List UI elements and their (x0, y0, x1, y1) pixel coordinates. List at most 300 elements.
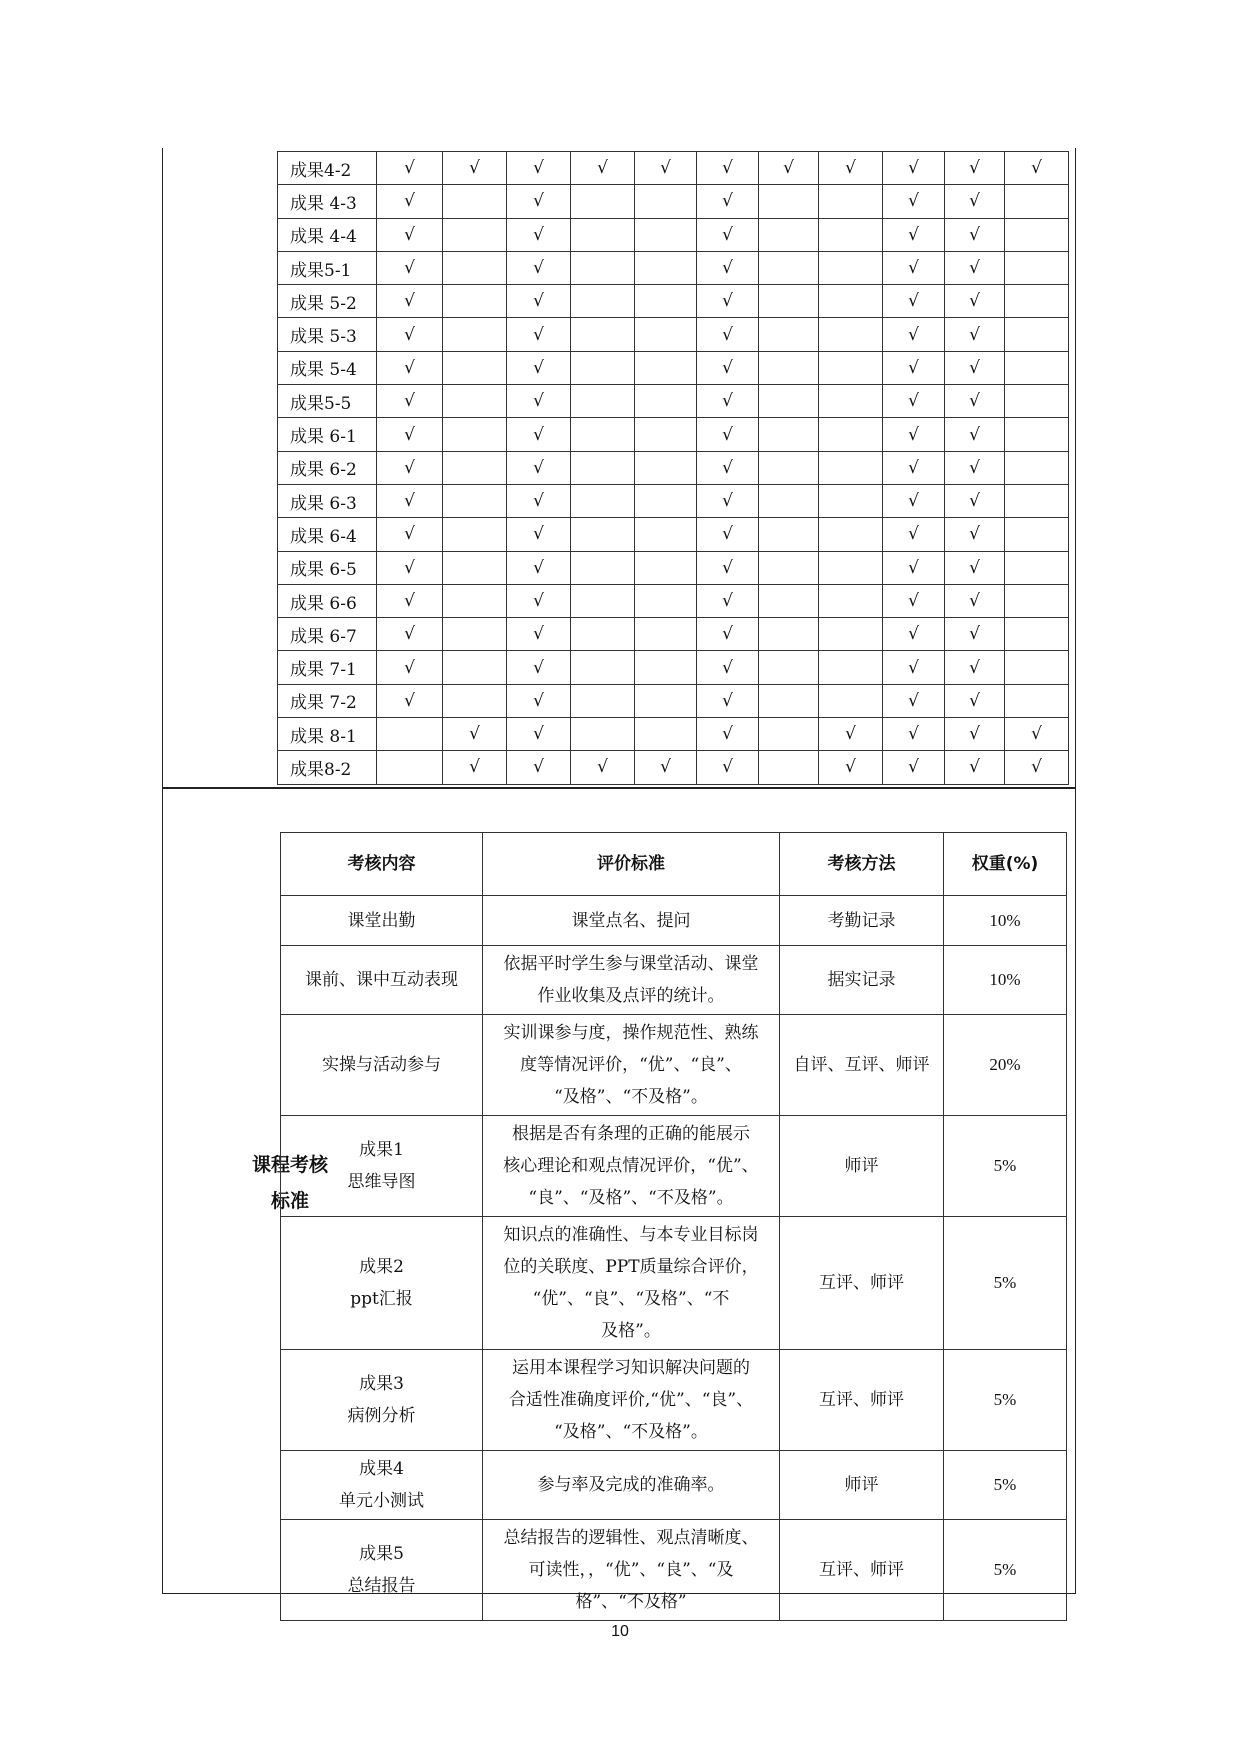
matrix-cell (1005, 584, 1069, 617)
assessment-row (281, 1350, 1067, 1451)
assessment-criteria-line: 格”、“不及格” (575, 1592, 687, 1612)
matrix-cell: √ (883, 618, 945, 651)
assessment-criteria-line: 及格”。 (601, 1321, 661, 1341)
matrix-cell: √ (945, 185, 1005, 218)
header-criteria: 评价标准 (483, 833, 780, 896)
matrix-cell: √ (697, 484, 759, 517)
matrix-cell: √ (377, 418, 443, 451)
matrix-cell (819, 651, 883, 684)
assessment-content-line: 实操与活动参与 (322, 1055, 441, 1075)
assessment-content (281, 1217, 483, 1350)
matrix-cell: √ (377, 551, 443, 584)
matrix-cell: √ (819, 751, 883, 784)
matrix-cell (443, 418, 507, 451)
matrix-cell: √ (443, 152, 507, 185)
matrix-cell: √ (945, 618, 1005, 651)
matrix-cell (571, 518, 635, 551)
matrix-cell: √ (443, 751, 507, 784)
outcome-name: 成果 6-6 (278, 584, 377, 617)
matrix-cell (759, 251, 819, 284)
matrix-cell (1005, 651, 1069, 684)
matrix-cell: √ (377, 484, 443, 517)
assessment-criteria (483, 1015, 780, 1116)
matrix-cell (819, 218, 883, 251)
matrix-cell: √ (697, 251, 759, 284)
matrix-cell (819, 451, 883, 484)
assessment-row (281, 896, 1067, 946)
matrix-cell (759, 185, 819, 218)
matrix-cell (571, 185, 635, 218)
matrix-cell: √ (697, 684, 759, 717)
matrix-cell: √ (377, 385, 443, 418)
matrix-cell (571, 651, 635, 684)
matrix-cell (1005, 618, 1069, 651)
matrix-cell (759, 418, 819, 451)
matrix-cell (443, 251, 507, 284)
matrix-cell (635, 584, 697, 617)
matrix-cell (759, 451, 819, 484)
matrix-row (278, 451, 1069, 484)
matrix-cell (759, 218, 819, 251)
outcome-matrix-table (277, 151, 1069, 785)
matrix-cell (759, 684, 819, 717)
matrix-cell (759, 618, 819, 651)
assessment-row (281, 946, 1067, 1015)
matrix-cell (571, 551, 635, 584)
assessment-method: 考勤记录 (780, 896, 944, 946)
matrix-cell (1005, 351, 1069, 384)
assessment-criteria-line: 核心理论和观点情况评价，“优”、 (503, 1156, 759, 1176)
assessment-criteria-line: 知识点的准确性、与本专业目标岗 (503, 1225, 759, 1245)
matrix-row (278, 418, 1069, 451)
assessment-method: 互评、师评 (780, 1350, 944, 1451)
assessment-content-line: 成果2 (359, 1257, 404, 1277)
matrix-cell: √ (759, 152, 819, 185)
assessment-criteria-line: 位的关联度、PPT质量综合评价， (503, 1257, 759, 1277)
assessment-criteria-line: “及格”、“不及格”。 (554, 1422, 708, 1442)
matrix-cell: √ (377, 618, 443, 651)
matrix-cell (443, 518, 507, 551)
matrix-cell: √ (697, 318, 759, 351)
matrix-cell (1005, 418, 1069, 451)
assessment-criteria-line: “及格”、“不及格”。 (554, 1087, 708, 1107)
matrix-cell: √ (945, 751, 1005, 784)
matrix-cell (635, 718, 697, 751)
outcome-name: 成果 4-3 (278, 185, 377, 218)
matrix-cell (759, 651, 819, 684)
matrix-cell (819, 385, 883, 418)
matrix-row (278, 218, 1069, 251)
matrix-cell (819, 285, 883, 318)
assessment-criteria-line: 参与率及完成的准确率。 (537, 1475, 725, 1495)
matrix-cell: √ (1005, 152, 1069, 185)
matrix-cell (1005, 251, 1069, 284)
matrix-cell: √ (635, 751, 697, 784)
matrix-cell: √ (697, 584, 759, 617)
matrix-cell (1005, 518, 1069, 551)
matrix-cell (571, 385, 635, 418)
matrix-cell: √ (507, 152, 571, 185)
assessment-row (281, 1520, 1067, 1621)
matrix-cell: √ (377, 351, 443, 384)
header-method: 考核方法 (780, 833, 944, 896)
assessment-content (281, 896, 483, 946)
assessment-criteria-line: “良”、“及格”、“不及格”。 (528, 1188, 734, 1208)
matrix-cell: √ (883, 484, 945, 517)
matrix-cell (571, 584, 635, 617)
assessment-content (281, 1451, 483, 1520)
assessment-criteria-line: 可读性，，“优”、“良”、“及 (528, 1560, 734, 1580)
matrix-cell: √ (507, 718, 571, 751)
matrix-cell (571, 218, 635, 251)
matrix-cell: √ (883, 584, 945, 617)
matrix-cell: √ (945, 251, 1005, 284)
assessment-criteria (483, 1451, 780, 1520)
matrix-cell: √ (377, 152, 443, 185)
header-weight: 权重(%) (944, 833, 1067, 896)
matrix-cell (1005, 285, 1069, 318)
outcome-name: 成果 6-7 (278, 618, 377, 651)
matrix-cell (759, 718, 819, 751)
assessment-criteria-line: 合适性准确度评价,“优”、“良”、 (508, 1390, 754, 1410)
matrix-cell: √ (697, 618, 759, 651)
matrix-cell: √ (697, 751, 759, 784)
matrix-cell: √ (697, 718, 759, 751)
matrix-cell: √ (507, 318, 571, 351)
matrix-cell: √ (697, 451, 759, 484)
assessment-table (280, 832, 1067, 1621)
matrix-cell (1005, 185, 1069, 218)
matrix-cell: √ (945, 718, 1005, 751)
matrix-cell: √ (945, 385, 1005, 418)
matrix-row (278, 718, 1069, 751)
matrix-cell (759, 551, 819, 584)
assessment-criteria-line: 度等情况评价，“优”、“良”、 (520, 1055, 742, 1075)
matrix-cell: √ (635, 152, 697, 185)
matrix-cell (443, 551, 507, 584)
matrix-row (278, 584, 1069, 617)
assessment-method: 自评、互评、师评 (780, 1015, 944, 1116)
matrix-cell: √ (945, 518, 1005, 551)
matrix-cell (759, 751, 819, 784)
matrix-cell: √ (945, 285, 1005, 318)
assessment-weight: 5% (944, 1451, 1067, 1520)
matrix-cell: √ (883, 751, 945, 784)
assessment-criteria (483, 1116, 780, 1217)
matrix-row (278, 185, 1069, 218)
matrix-cell (635, 285, 697, 318)
outcome-name: 成果 6-5 (278, 551, 377, 584)
outcome-name: 成果 5-4 (278, 351, 377, 384)
assessment-weight: 10% (944, 946, 1067, 1015)
matrix-cell (377, 718, 443, 751)
matrix-cell: √ (507, 351, 571, 384)
matrix-row (278, 518, 1069, 551)
outcome-name: 成果 5-3 (278, 318, 377, 351)
matrix-cell (1005, 451, 1069, 484)
matrix-cell (759, 584, 819, 617)
matrix-cell (571, 484, 635, 517)
matrix-row (278, 251, 1069, 284)
matrix-cell: √ (945, 351, 1005, 384)
matrix-cell: √ (945, 318, 1005, 351)
matrix-cell: √ (377, 451, 443, 484)
matrix-cell (443, 285, 507, 318)
matrix-cell: √ (883, 718, 945, 751)
matrix-cell (635, 385, 697, 418)
assessment-criteria (483, 946, 780, 1015)
matrix-cell (759, 285, 819, 318)
matrix-cell (819, 584, 883, 617)
matrix-cell: √ (945, 484, 1005, 517)
matrix-cell: √ (507, 651, 571, 684)
matrix-cell: √ (945, 651, 1005, 684)
matrix-cell: √ (377, 185, 443, 218)
matrix-cell (635, 451, 697, 484)
matrix-cell: √ (883, 185, 945, 218)
matrix-cell: √ (377, 318, 443, 351)
assessment-criteria (483, 1350, 780, 1451)
matrix-cell (819, 351, 883, 384)
matrix-cell: √ (945, 152, 1005, 185)
matrix-cell (443, 684, 507, 717)
matrix-cell: √ (507, 385, 571, 418)
matrix-row (278, 651, 1069, 684)
matrix-cell (443, 584, 507, 617)
matrix-cell: √ (697, 418, 759, 451)
matrix-cell (759, 351, 819, 384)
matrix-cell: √ (1005, 718, 1069, 751)
assessment-content (281, 1015, 483, 1116)
matrix-cell: √ (377, 518, 443, 551)
outcome-name: 成果5-1 (278, 251, 377, 284)
assessment-criteria (483, 1520, 780, 1621)
matrix-cell (635, 251, 697, 284)
matrix-cell: √ (1005, 751, 1069, 784)
matrix-cell (1005, 385, 1069, 418)
assessment-weight: 5% (944, 1116, 1067, 1217)
matrix-cell: √ (507, 251, 571, 284)
matrix-cell: √ (507, 218, 571, 251)
matrix-cell: √ (945, 218, 1005, 251)
matrix-cell: √ (507, 484, 571, 517)
matrix-cell: √ (883, 684, 945, 717)
matrix-cell: √ (571, 152, 635, 185)
matrix-cell: √ (883, 251, 945, 284)
matrix-cell (443, 651, 507, 684)
matrix-cell: √ (697, 518, 759, 551)
matrix-cell (443, 218, 507, 251)
assessment-weight: 20% (944, 1015, 1067, 1116)
matrix-row (278, 318, 1069, 351)
outcome-name: 成果 7-2 (278, 684, 377, 717)
assessment-criteria-line: 作业收集及点评的统计。 (537, 986, 725, 1006)
assessment-content-line: 成果5 (359, 1544, 404, 1564)
matrix-cell: √ (507, 451, 571, 484)
assessment-content (281, 1350, 483, 1451)
assessment-criteria-line: 运用本课程学习知识解决问题的 (512, 1358, 750, 1378)
matrix-cell: √ (883, 518, 945, 551)
matrix-row (278, 351, 1069, 384)
assessment-weight: 5% (944, 1217, 1067, 1350)
matrix-cell: √ (507, 285, 571, 318)
assessment-weight: 5% (944, 1520, 1067, 1621)
matrix-cell (819, 418, 883, 451)
matrix-cell: √ (377, 218, 443, 251)
matrix-cell: √ (507, 518, 571, 551)
matrix-cell (635, 418, 697, 451)
assessment-content-line: 思维导图 (347, 1172, 416, 1192)
matrix-cell (819, 518, 883, 551)
matrix-cell: √ (507, 185, 571, 218)
assessment-content-line: 课堂出勤 (347, 910, 416, 931)
matrix-cell: √ (507, 584, 571, 617)
matrix-cell (635, 185, 697, 218)
matrix-cell (759, 385, 819, 418)
assessment-content (281, 946, 483, 1015)
matrix-cell: √ (883, 285, 945, 318)
outcome-name: 成果 7-1 (278, 651, 377, 684)
matrix-row (278, 152, 1069, 185)
outcome-name: 成果5-5 (278, 385, 377, 418)
matrix-cell (759, 318, 819, 351)
matrix-cell (1005, 484, 1069, 517)
assessment-criteria-line: “优”、“良”、“及格”、“不 (532, 1289, 730, 1309)
assessment-weight: 10% (944, 896, 1067, 946)
assessment-method: 师评 (780, 1116, 944, 1217)
outcome-name: 成果4-2 (278, 152, 377, 185)
matrix-cell: √ (945, 551, 1005, 584)
outcome-name: 成果 5-2 (278, 285, 377, 318)
matrix-cell (443, 451, 507, 484)
matrix-cell: √ (883, 418, 945, 451)
matrix-cell: √ (697, 285, 759, 318)
matrix-cell (377, 751, 443, 784)
matrix-cell (1005, 218, 1069, 251)
matrix-cell (443, 351, 507, 384)
assessment-header-row (281, 833, 1067, 896)
assessment-criteria-line: 实训课参与度，操作规范性、熟练 (503, 1023, 759, 1043)
matrix-cell: √ (697, 218, 759, 251)
matrix-cell: √ (945, 451, 1005, 484)
matrix-cell (759, 518, 819, 551)
assessment-weight: 5% (944, 1350, 1067, 1451)
matrix-cell (635, 351, 697, 384)
outcome-name: 成果8-2 (278, 751, 377, 784)
assessment-method: 互评、师评 (780, 1217, 944, 1350)
matrix-cell (635, 618, 697, 651)
matrix-cell (571, 718, 635, 751)
matrix-cell (759, 484, 819, 517)
matrix-cell (635, 651, 697, 684)
matrix-row (278, 285, 1069, 318)
matrix-cell: √ (697, 152, 759, 185)
assessment-content (281, 1116, 483, 1217)
matrix-cell (571, 418, 635, 451)
matrix-row (278, 551, 1069, 584)
matrix-cell (571, 618, 635, 651)
matrix-cell: √ (819, 152, 883, 185)
matrix-cell (635, 551, 697, 584)
matrix-cell: √ (571, 751, 635, 784)
matrix-cell: √ (697, 385, 759, 418)
assessment-content (281, 1520, 483, 1621)
outcome-name: 成果 6-3 (278, 484, 377, 517)
matrix-cell: √ (507, 751, 571, 784)
matrix-cell (571, 684, 635, 717)
matrix-cell: √ (883, 451, 945, 484)
assessment-criteria-line: 课堂点名、提问 (571, 910, 691, 931)
assessment-content-line: 课前、课中互动表现 (305, 970, 458, 990)
matrix-cell (443, 185, 507, 218)
outcome-name: 成果 6-2 (278, 451, 377, 484)
assessment-criteria (483, 896, 780, 946)
matrix-cell: √ (377, 684, 443, 717)
outcome-name: 成果 6-4 (278, 518, 377, 551)
matrix-cell: √ (507, 418, 571, 451)
assessment-content-line: 成果4 (359, 1459, 404, 1479)
matrix-cell: √ (883, 551, 945, 584)
matrix-cell: √ (945, 418, 1005, 451)
assessment-method: 互评、师评 (780, 1520, 944, 1621)
assessment-row (281, 1451, 1067, 1520)
assessment-content-line: 总结报告 (347, 1576, 416, 1596)
matrix-cell: √ (883, 152, 945, 185)
matrix-cell: √ (507, 551, 571, 584)
assessment-row (281, 1116, 1067, 1217)
matrix-row (278, 385, 1069, 418)
matrix-cell: √ (883, 385, 945, 418)
assessment-content-line: ppt汇报 (350, 1289, 413, 1309)
matrix-cell (819, 684, 883, 717)
matrix-row (278, 684, 1069, 717)
matrix-cell: √ (819, 718, 883, 751)
page-number: 10 (611, 1623, 629, 1640)
matrix-cell (635, 518, 697, 551)
matrix-cell (819, 618, 883, 651)
matrix-cell: √ (507, 618, 571, 651)
assessment-content-line: 成果3 (359, 1374, 404, 1394)
matrix-cell: √ (377, 584, 443, 617)
matrix-row (278, 484, 1069, 517)
matrix-cell: √ (697, 185, 759, 218)
matrix-cell: √ (697, 551, 759, 584)
matrix-cell: √ (697, 351, 759, 384)
matrix-cell (571, 285, 635, 318)
outcome-name: 成果 6-1 (278, 418, 377, 451)
assessment-content-line: 单元小测试 (339, 1491, 424, 1511)
matrix-cell (1005, 551, 1069, 584)
matrix-cell (571, 351, 635, 384)
matrix-cell (1005, 684, 1069, 717)
matrix-cell: √ (945, 584, 1005, 617)
matrix-cell (443, 385, 507, 418)
assessment-row (281, 1015, 1067, 1116)
matrix-cell (635, 218, 697, 251)
matrix-row (278, 618, 1069, 651)
matrix-cell (443, 618, 507, 651)
section-label-line1: 课程考核 (251, 1154, 328, 1176)
section-label-line2: 标准 (270, 1190, 309, 1212)
assessment-method: 师评 (780, 1451, 944, 1520)
matrix-cell: √ (377, 651, 443, 684)
outcome-name: 成果 4-4 (278, 218, 377, 251)
assessment-content-line: 成果1 (359, 1140, 404, 1160)
matrix-cell (819, 551, 883, 584)
matrix-cell (571, 251, 635, 284)
matrix-cell (635, 684, 697, 717)
assessment-criteria (483, 1217, 780, 1350)
